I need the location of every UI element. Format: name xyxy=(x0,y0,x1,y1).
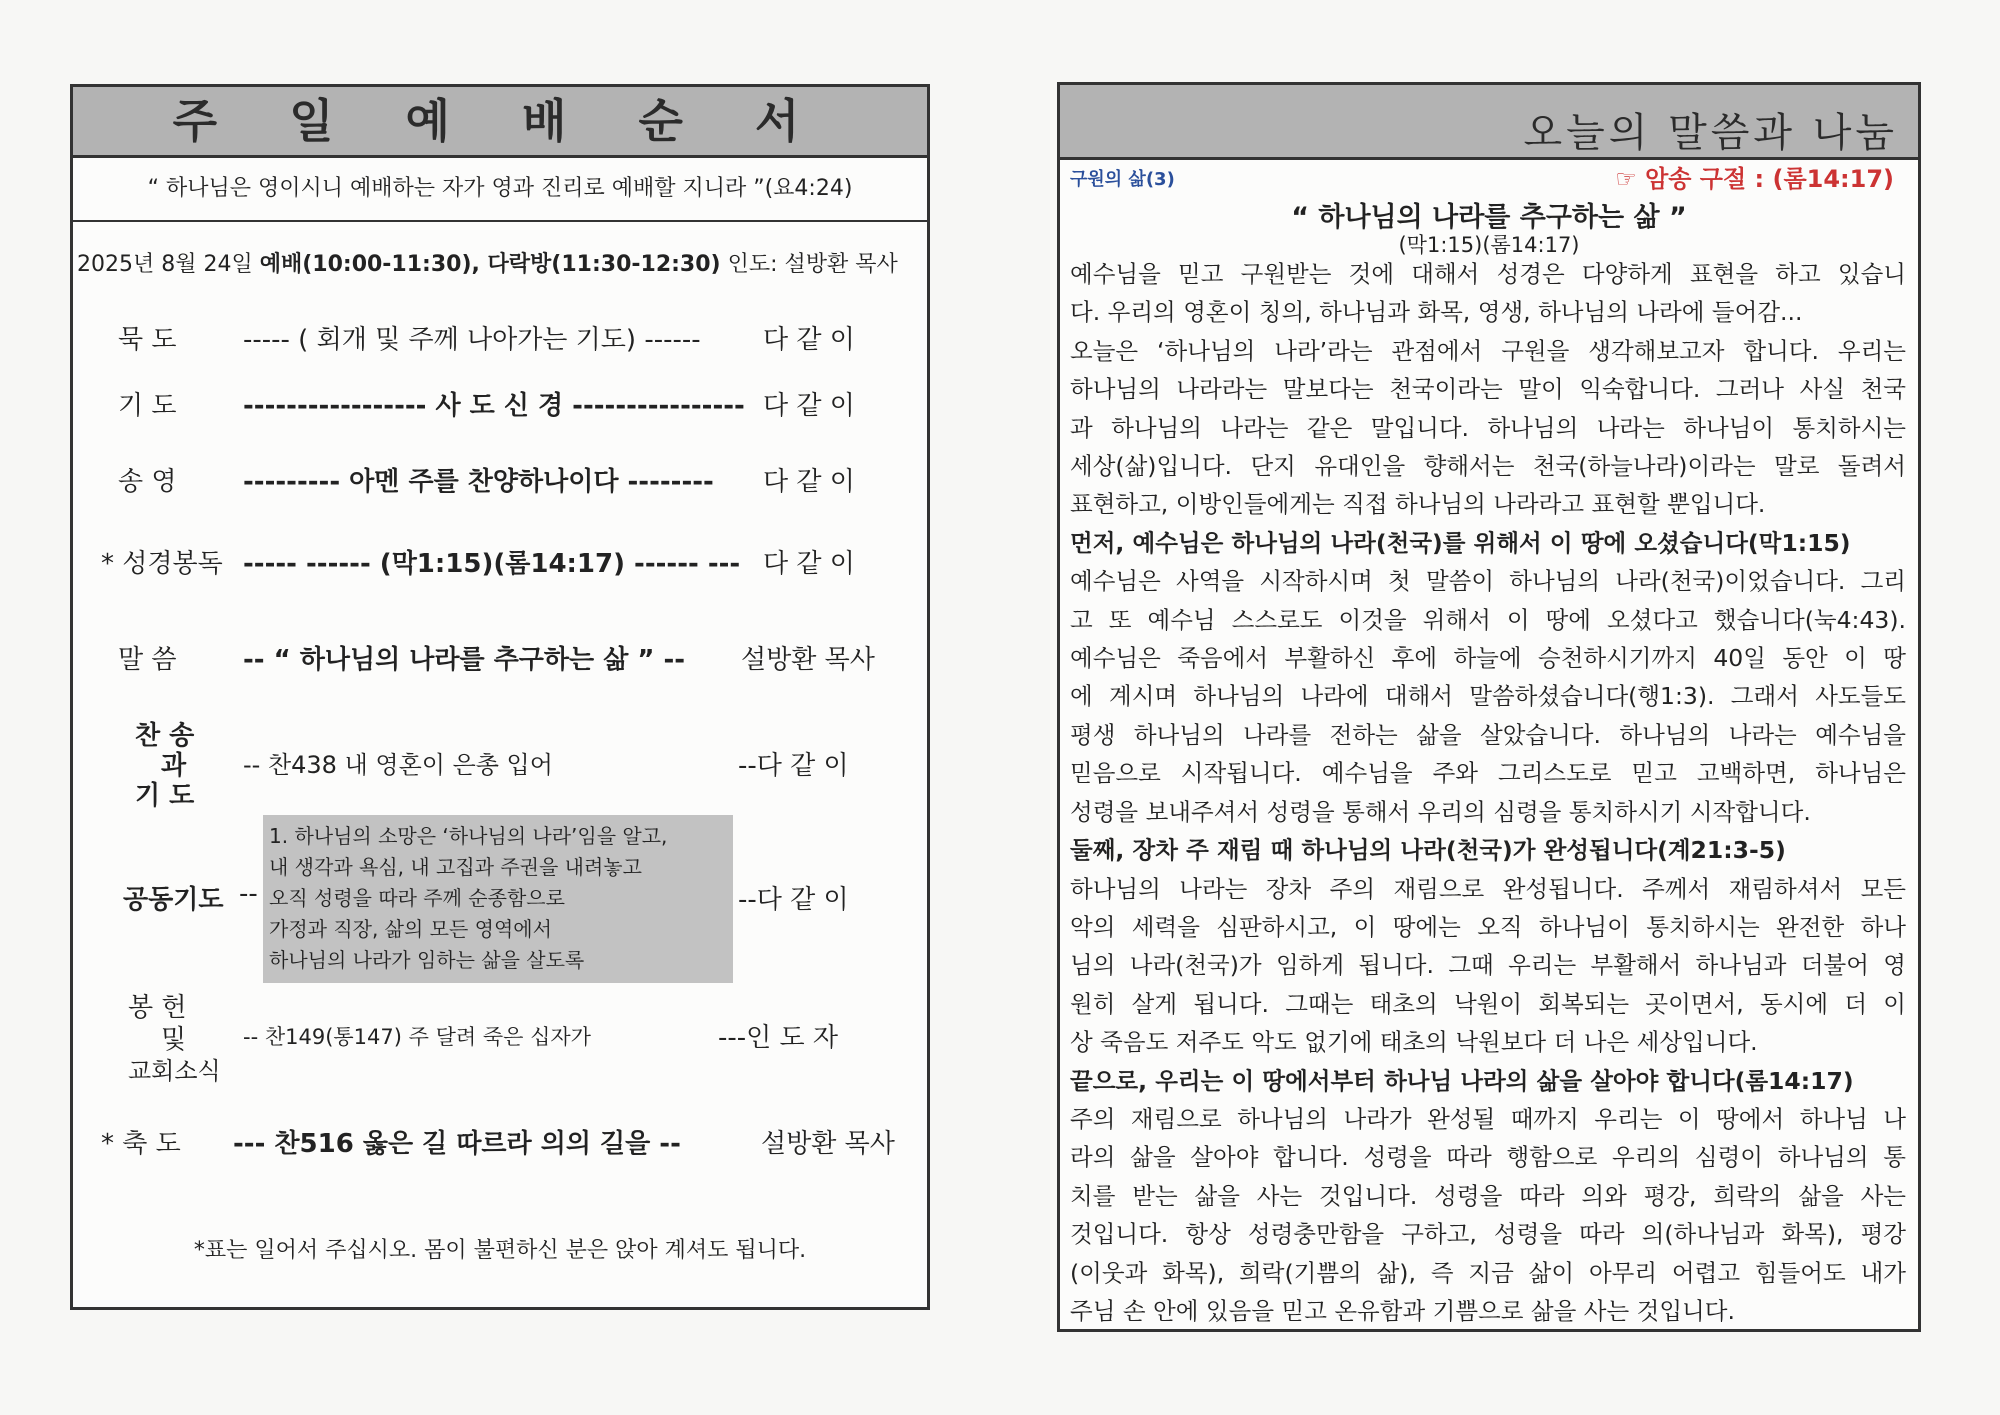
sermon-text-line: 상 죽음도 저주도 악도 없기에 태초의 낙원보다 더 나은 세상입니다. xyxy=(1070,1028,1758,1057)
sermon-text-line: 고 또 예수님 스스로도 이것을 위해서 이 땅에 오셨다고 했습니다(눅4:43). xyxy=(1070,605,1906,634)
sermon-text-line: 에 계시며 하나님의 나라에 대해서 말씀하셨습니다(행1:3). 그래서 사도들도 xyxy=(1070,682,1906,711)
order-performer: --다 같 이 xyxy=(738,885,849,915)
order-row-hymn-prayer xyxy=(73,715,927,815)
sermon-heading-line: 둘째, 장차 주 재림 때 하나님의 나라(천국)가 완성됩니다(계21:3-5) xyxy=(1070,836,1786,865)
order-content: --- 찬516 옳은 길 따르라 의의 길을 -- xyxy=(233,1129,681,1159)
sermon-panel-title: 오늘의 말씀과 나눔 xyxy=(1523,110,1898,156)
order-label-line: 교회소식 xyxy=(128,1057,221,1085)
sermon-text-line: 님의 나라(천국)가 임하게 됩니다. 그때 우리는 부활해서 하나님과 더불어 영 xyxy=(1070,951,1906,980)
order-content: --------- 아멘 주를 찬양하나이다 -------- xyxy=(243,467,714,497)
sermon-text-line: 예수님을 믿고 구원받는 것에 대해서 성경은 다양하게 표현을 하고 있습니 xyxy=(1070,260,1906,288)
sermon-text-line: 다. 우리의 영혼이 칭의, 하나님과 화목, 영생, 하나님의 나라에 들어감... xyxy=(1070,298,1803,327)
order-label-line: 찬 송 xyxy=(135,721,195,751)
sermon-text-line: 하나님의 나라는 장차 주의 재림으로 완성됩니다. 주께서 재림하셔서 모든 xyxy=(1070,874,1906,903)
sermon-text-line: 세상(삶)입니다. 단지 유대인을 향해서는 천국(하늘나라)이라는 말로 돌려서 xyxy=(1070,452,1906,481)
sermon-text-line: 것입니다. 항상 성령충만함을 구하고, 성령을 따라 의(하나님과 화목), 평강 xyxy=(1070,1220,1906,1249)
sermon-text-line: 오늘은 ‘하나님의 나라’라는 관점에서 구원을 생각해보고자 합니다. 우리는 xyxy=(1070,336,1906,365)
order-label: 공동기도 xyxy=(123,885,224,915)
service-date: 2025년 8월 24일 xyxy=(77,252,260,277)
service-date-line xyxy=(77,247,927,278)
prayer-line: 오직 성령을 따라 주께 순종함으로 xyxy=(269,886,565,910)
sermon-panel xyxy=(1057,82,1921,1332)
sermon-text-line: 성령을 보내주셔서 성령을 통해서 우리의 심령을 통치하시기 시작합니다. xyxy=(1070,797,1811,826)
order-performer: 설방환 목사 xyxy=(761,1129,895,1159)
order-content: -- 찬438 내 영혼이 은총 입어 xyxy=(243,751,553,779)
order-label: 말 씀 xyxy=(118,645,177,675)
standing-note: *표는 일어서 주십시오. 몸이 불편하신 분은 앉아 계셔도 됩니다. xyxy=(193,1238,807,1263)
sermon-text-line: (이웃과 화목), 희락(기쁨의 삶), 즉 지금 삶이 아무리 어렵고 힘들어도 내가 xyxy=(1070,1258,1906,1287)
prayer-line: 내 생각과 욕심, 내 고집과 주권을 내려놓고 xyxy=(269,855,642,879)
order-label: 송 영 xyxy=(118,467,177,497)
sermon-heading-line: 끝으로, 우리는 이 땅에서부터 하나님 나라의 삶을 살아야 합니다(롬14:17) xyxy=(1070,1066,1854,1095)
order-label-line: 및 xyxy=(161,1025,187,1055)
order-content: -- 찬149(통147) 주 달려 죽은 십자가 xyxy=(243,1025,591,1049)
worship-order-panel xyxy=(70,84,930,1310)
sermon-text-line: 원히 살게 됩니다. 그때는 태초의 낙원이 회복되는 곳이면서, 동시에 더 이 xyxy=(1070,989,1906,1018)
sermon-text-line: 예수님은 사역을 시작하시며 첫 말씀이 하나님의 나라(천국)이었습니다. 그리 xyxy=(1070,567,1906,596)
common-prayer-box xyxy=(263,815,733,983)
prayer-line: 1. 하나님의 소망은 ‘하나님의 나라’임을 알고, xyxy=(269,824,668,848)
order-row-offering xyxy=(73,987,927,1087)
theme-verse: “ 하나님은 영이시니 예배하는 자가 영과 진리로 예배할 지니라 ”(요4:24) xyxy=(73,158,927,222)
order-performer: 다 같 이 xyxy=(763,325,855,355)
sermon-text-line: 주의 재림으로 하나님의 나라가 완성될 때까지 우리는 이 땅에서 하나님 나 xyxy=(1070,1104,1906,1133)
worship-order-title: 주 일 예 배 순 서 xyxy=(73,87,927,158)
order-label-line: 과 xyxy=(161,751,187,781)
sermon-text-line: 치를 받는 삶을 사는 것입니다. 성령을 따라 의와 평강, 희락의 삶을 사는 xyxy=(1070,1181,1906,1210)
sermon-text-line: 믿음으로 시작됩니다. 예수님을 주와 그리스도로 믿고 고백하면, 하나님은 xyxy=(1070,759,1906,788)
sermon-body xyxy=(1070,255,1906,1330)
order-performer: ---인 도 자 xyxy=(718,1023,839,1053)
order-label-line: 봉 헌 xyxy=(128,993,187,1023)
order-performer: --다 같 이 xyxy=(738,751,849,781)
order-performer: 다 같 이 xyxy=(763,391,855,421)
order-label: * 축 도 xyxy=(101,1129,181,1159)
order-label-line: 기 도 xyxy=(135,781,195,811)
series-label: 구원의 삶(3) xyxy=(1070,169,1175,190)
order-performer: 설방환 목사 xyxy=(741,645,875,675)
order-performer: 다 같 이 xyxy=(763,467,855,497)
sermon-text-line: 라의 삶을 살아야 합니다. 성령을 따라 행함으로 우리의 심령이 하나님의 통 xyxy=(1070,1143,1906,1172)
sermon-reference: (막1:15)(롬14:17) xyxy=(1398,233,1580,257)
sermon-text-line: 예수님은 죽음에서 부활하신 후에 하늘에 승천하시기까지 40일 동안 이 땅 xyxy=(1070,644,1906,673)
order-label: * 성경봉독 xyxy=(101,549,223,579)
prayer-line: 하나님의 나라가 임하는 삶을 살도록 xyxy=(269,948,585,972)
sermon-text-line: 과 하나님의 나라는 같은 말입니다. 하나님의 나라는 하나님이 통치하시는 xyxy=(1070,413,1906,442)
order-content: -- xyxy=(239,879,258,909)
sermon-heading-line: 먼저, 예수님은 하나님의 나라(천국)를 위해서 이 땅에 오셨습니다(막1:15) xyxy=(1070,528,1851,557)
sermon-panel-header xyxy=(1060,85,1918,160)
sermon-text-line: 하나님의 나라라는 말보다는 천국이라는 말이 익숙합니다. 그러나 사실 천국 xyxy=(1070,375,1906,404)
service-times: 예배(10:00-11:30), 다락방(11:30-12:30) xyxy=(259,252,721,277)
memory-verse: ☞ 암송 구절 : (롬14:17) xyxy=(1615,165,1894,193)
sermon-text-line: 주님 손 안에 있음을 믿고 온유함과 기쁨으로 삶을 사는 것입니다. xyxy=(1070,1296,1735,1325)
order-content: ----------------- 사 도 신 경 ---------------- xyxy=(243,391,745,421)
service-leader: 인도: 설방환 목사 xyxy=(720,252,898,277)
order-label: 기 도 xyxy=(118,391,177,421)
order-content: ----- ( 회개 및 주께 나아가는 기도) ------ xyxy=(243,325,701,355)
sermon-title: “ 하나님의 나라를 추구하는 삶 ” xyxy=(1291,202,1687,233)
sermon-text-line: 평생 하나님의 나라를 전하는 삶을 살았습니다. 하나님의 나라는 예수님을 xyxy=(1070,720,1906,749)
sermon-text-line: 악의 세력을 심판하시고, 이 땅에는 오직 하나님이 통치하시는 완전한 하나 xyxy=(1070,912,1906,941)
prayer-line: 가정과 직장, 삶의 모든 영역에서 xyxy=(269,917,552,941)
sermon-text-line: 표현하고, 이방인들에게는 직접 하나님의 나라라고 표현할 뿐입니다. xyxy=(1070,490,1766,519)
order-content: -- “ 하나님의 나라를 추구하는 삶 ” -- xyxy=(243,645,686,675)
order-performer: 다 같 이 xyxy=(763,549,855,579)
order-content: ----- ------ (막1:15)(롬14:17) ------ --- xyxy=(243,549,741,579)
order-label: 묵 도 xyxy=(118,325,177,355)
